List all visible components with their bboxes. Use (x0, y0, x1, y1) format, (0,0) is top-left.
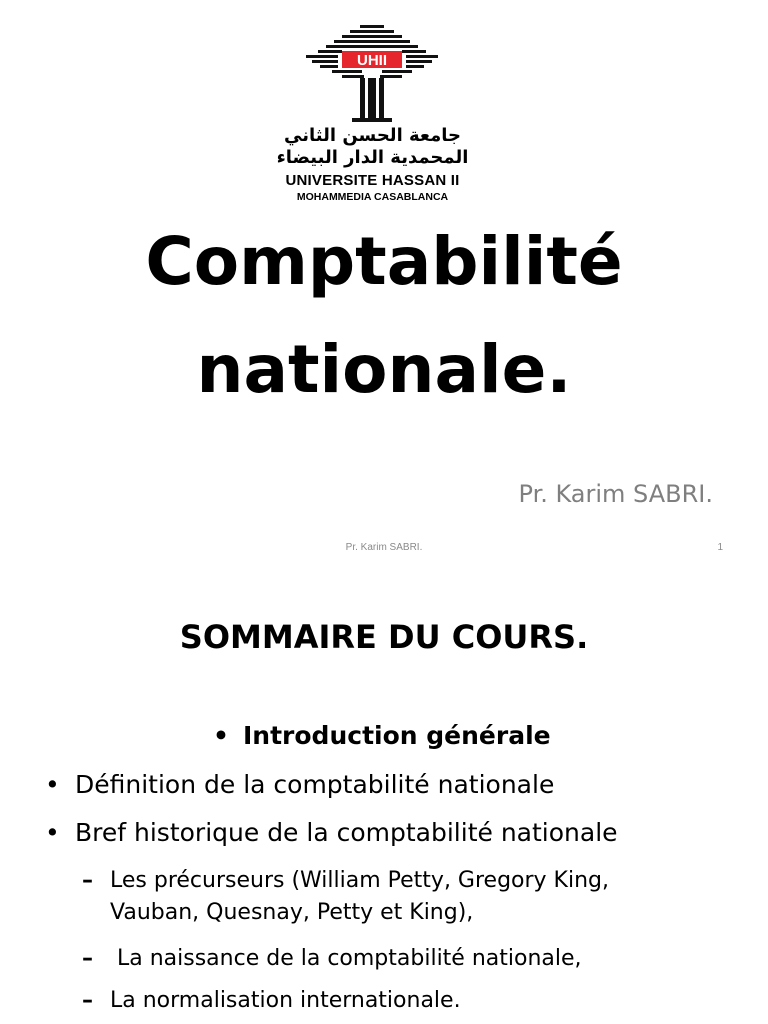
dash-icon: – (82, 868, 93, 893)
sub-item-text: Les précurseurs (William Petty, Gregory King, (110, 868, 609, 893)
bullet-icon: • (45, 770, 60, 799)
sub-item-continuation: Vauban, Quesnay, Petty et King), (110, 900, 474, 925)
dash-icon: – (82, 988, 93, 1013)
bullet-icon: • (213, 721, 229, 750)
title-line-1: Comptabilité (145, 223, 623, 300)
dash-icon: – (82, 946, 93, 971)
list-item-intro (213, 720, 551, 752)
tree-emblem-icon (302, 22, 442, 122)
list-item-text: Introduction générale (243, 721, 551, 750)
bullet-icon: • (45, 818, 60, 847)
footer-author: Pr. Karim SABRI. (345, 542, 423, 553)
sub-item (82, 985, 461, 1017)
university-logo (270, 22, 475, 207)
slide-title-text (0, 218, 768, 434)
sub-item-text: La normalisation internationale. (110, 988, 461, 1013)
logo-arabic-line1: جامعة الحسن الثاني (284, 125, 461, 146)
slide-summary (0, 570, 768, 1024)
logo-latin-line1: UNIVERSITE HASSAN II (285, 172, 460, 189)
list-item-text: Bref historique de la comptabilité nationale (75, 818, 618, 847)
sub-item (82, 943, 582, 975)
title-line-2: nationale. (196, 331, 572, 408)
list-item-text: Définition de la comptabilité nationale (75, 770, 555, 799)
sub-item-text: La naissance de la comptabilité nationale, (110, 946, 582, 971)
author-name: Pr. Karim SABRI. (518, 480, 713, 508)
page-number: 1 (717, 542, 723, 553)
logo-latin-line2: MOHAMMEDIA CASABLANCA (296, 191, 449, 203)
logo-badge-text: UHII (357, 52, 387, 69)
summary-heading: SOMMAIRE DU COURS. (179, 618, 589, 656)
list-item (45, 769, 554, 801)
list-item (45, 817, 618, 849)
sub-item (82, 865, 609, 897)
logo-arabic-line2: المحمدية الدار البيضاء (276, 147, 469, 168)
